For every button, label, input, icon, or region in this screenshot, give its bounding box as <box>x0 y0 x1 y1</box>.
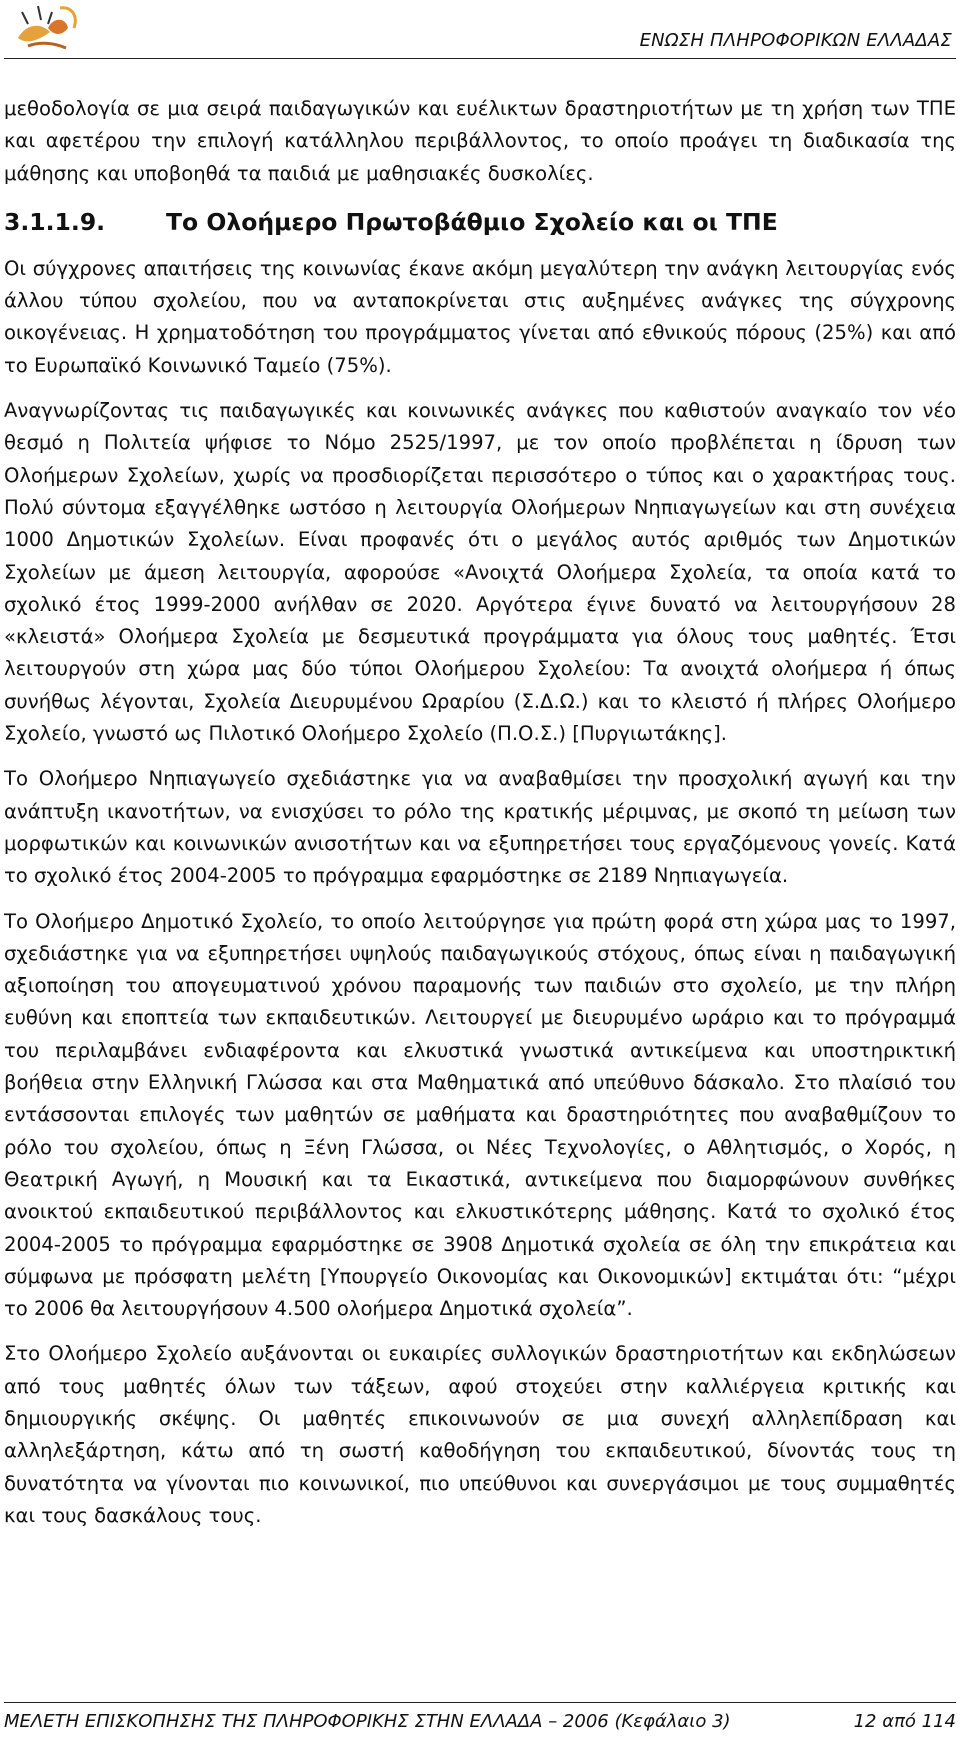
body-paragraph: Οι σύγχρονες απαιτήσεις της κοινωνίας έκανε ακόμη μεγαλύτερη την ανάγκη λειτουργίας ενός άλλου τύπου σχολείου, που να ανταποκρίνεται στις αυξημένες ανάγκες της σύγχρονης οικογένειας. Η χρηματοδότηση του προγράμματος γίνεται από εθνικούς πόρους (25%) και από το Ευρωπαϊκό Κοινωνικό Ταμείο (75%). <box>4 256 956 377</box>
page-header <box>0 0 960 64</box>
section-heading <box>4 203 956 241</box>
page-number: 12 από 114 <box>853 1711 956 1732</box>
header-rule <box>4 58 956 59</box>
page-content <box>4 93 956 1545</box>
intro-paragraph: μεθοδολογία σε μια σειρά παιδαγωγικών και ευέλικτων δραστηριοτήτων με τη χρήση των ΤΠΕ και αφετέρου την επιλογή κατάλληλου περιβάλλοντος, το οποίο προάγει τη διαδικασία της μάθησης και υποβοηθά τα παιδιά με μαθησιακές δυσκολίες. <box>4 97 956 185</box>
body-paragraph: Στο Ολοήμερο Σχολείο αυξάνονται οι ευκαιρίες συλλογικών δραστηριοτήτων και εκδηλώσεων από τους μαθητές όλων των τάξεων, αφού στοχεύει στην καλλιέργεια κριτικής και δημιουργικής σκέψης. Οι μαθητές επικοινωνούν σε μια συνεχή αλληλεπίδραση και αλληλεξάρτηση, κάτω από τη σωστή καθοδήγηση του εκπαιδευτικού, δίνοντάς τους τη δυνατότητα να γίνονται πιο κοινωνικοί, πιο υπεύθυνοι και συνεργάσιμοι με τους συμμαθητές και τους δασκάλους τους. <box>4 1342 956 1527</box>
section-number: 3.1.1.9. <box>4 207 106 236</box>
body-paragraph: Αναγνωρίζοντας τις παιδαγωγικές και κοινωνικές ανάγκες που καθιστούν αναγκαίο τον νέο θεσμό η Πολιτεία ψήφισε το Νόμο 2525/1997, με τον οποίο προβλέπεται η ίδρυση των Ολοήμερων Σχολείων, χωρίς να προσδιορίζεται περισσότερο ο τύπος και ο χαρακτήρας τους. Πολύ σύντομα εξαγγέλθηκε ωστόσο η λειτουργία Ολοήμερων Νηπιαγωγείων και στη συνέχεια 1000 Δημοτικών Σχολείων. Είναι προφανές ότι ο μεγάλος αυτός αριθμός των Δημοτικών Σχολείων με άμεση λειτουργία, αφορούσε «Ανοιχτά Ολοήμερα Σχολεία, τα οποία κατά το σχολικό έτος 1999-2000 ανήλθαν σε 2020. Αργότερα έγινε δυνατό να λειτουργήσουν 28 «κλειστά» Ολοήμερα Σχολεία με δεσμευτικά προγράμματα για όλους τους μαθητές. Έτσι λειτουργούν στη χώρα μας δύο τύποι Ολοήμερου Σχολείου: Τα ανοιχτά ολοήμερα ή όπως συνήθως λέγονται, Σχολεία Διευρυμένου Ωραρίου (Σ.Δ.Ω.) και το κλειστό ή πλήρες Ολοήμερο Σχολείο, γνωστό ως Πιλοτικό Ολοήμερο Σχολείο (Π.Ο.Σ.) [Πυργιωτάκης]. <box>4 399 956 746</box>
page-footer <box>4 1702 956 1732</box>
body-paragraph: Το Ολοήμερο Δημοτικό Σχολείο, το οποίο λειτούργησε για πρώτη φορά στη χώρα μας το 1997, σχεδιάστηκε για να εξυπηρετήσει υψηλούς παιδαγωγικούς στόχους, όπως είναι η παιδαγωγική αξιοποίηση του απογευματινού χρόνου παραμονής των παιδιών στο σχολείο, με την πλήρη ευθύνη και εποπτεία των εκπαιδευτικών. Λειτουργεί με διευρυμένο ωράριο και το πρόγραμμά του περιλαμβάνει ενδιαφέροντα και ελκυστικά γνωστικά αντικείμενα και υποστηρικτική βοήθεια στην Ελληνική Γλώσσα και στα Μαθηματικά από υπεύθυνο δάσκαλο. Στο πλαίσιό του εντάσσονται επιλογές των μαθητών σε μαθήματα και δραστηριότητες που αναβαθμίζουν το ρόλο του σχολείου, όπως η Ξένη Γλώσσα, οι Νέες Τεχνολογίες, ο Αθλητισμός, ο Χορός, η Θεατρική Αγωγή, η Μουσική και τα Εικαστικά, αντικείμενα που διαμορφώνουν συνθήκες ανοικτού εκπαιδευτικού περιβάλλοντος και ελκυστικότερης μάθησης. Κατά το σχολικό έτος 2004-2005 το πρόγραμμα εφαρμόστηκε σε 3908 Δημοτικά σχολεία σε όλη την επικράτεια και σύμφωνα με πρόσφατη μελέτη [Υπουργείο Οικονομίας και Οικονομικών] εκτιμάται ότι: “μέχρι το 2006 θα λειτουργήσουν 4.500 ολοήμερα Δημοτικά σχολεία”. <box>4 909 956 1321</box>
section-title: Το Ολοήμερο Πρωτοβάθμιο Σχολείο και οι ΤΠΕ <box>166 207 778 236</box>
epe-logo-icon <box>8 2 88 58</box>
footer-title: ΜΕΛΕΤΗ ΕΠΙΣΚΟΠΗΣΗΣ ΤΗΣ ΠΛΗΡΟΦΟΡΙΚΗΣ ΣΤΗΝ ΕΛΛΑΔΑ – 2006 (Κεφάλαιο 3) <box>4 1711 731 1732</box>
header-title: ΕΝΩΣΗ ΠΛΗΡΟΦΟΡΙΚΩΝ ΕΛΛΑΔΑΣ <box>639 30 952 51</box>
body-paragraph: Το Ολοήμερο Νηπιαγωγείο σχεδιάστηκε για να αναβαθμίσει την προσχολική αγωγή και την ανάπτυξη ικανοτήτων, να ενισχύσει το ρόλο της κρατικής μέριμνας, με σκοπό τη μείωση των μορφωτικών και κοινωνικών ανισοτήτων και να εξυπηρετήσει τους εργαζόμενους γονείς. Κατά το σχολικό έτος 2004-2005 το πρόγραμμα εφαρμόστηκε σε 2189 Νηπιαγωγεία. <box>4 767 956 888</box>
